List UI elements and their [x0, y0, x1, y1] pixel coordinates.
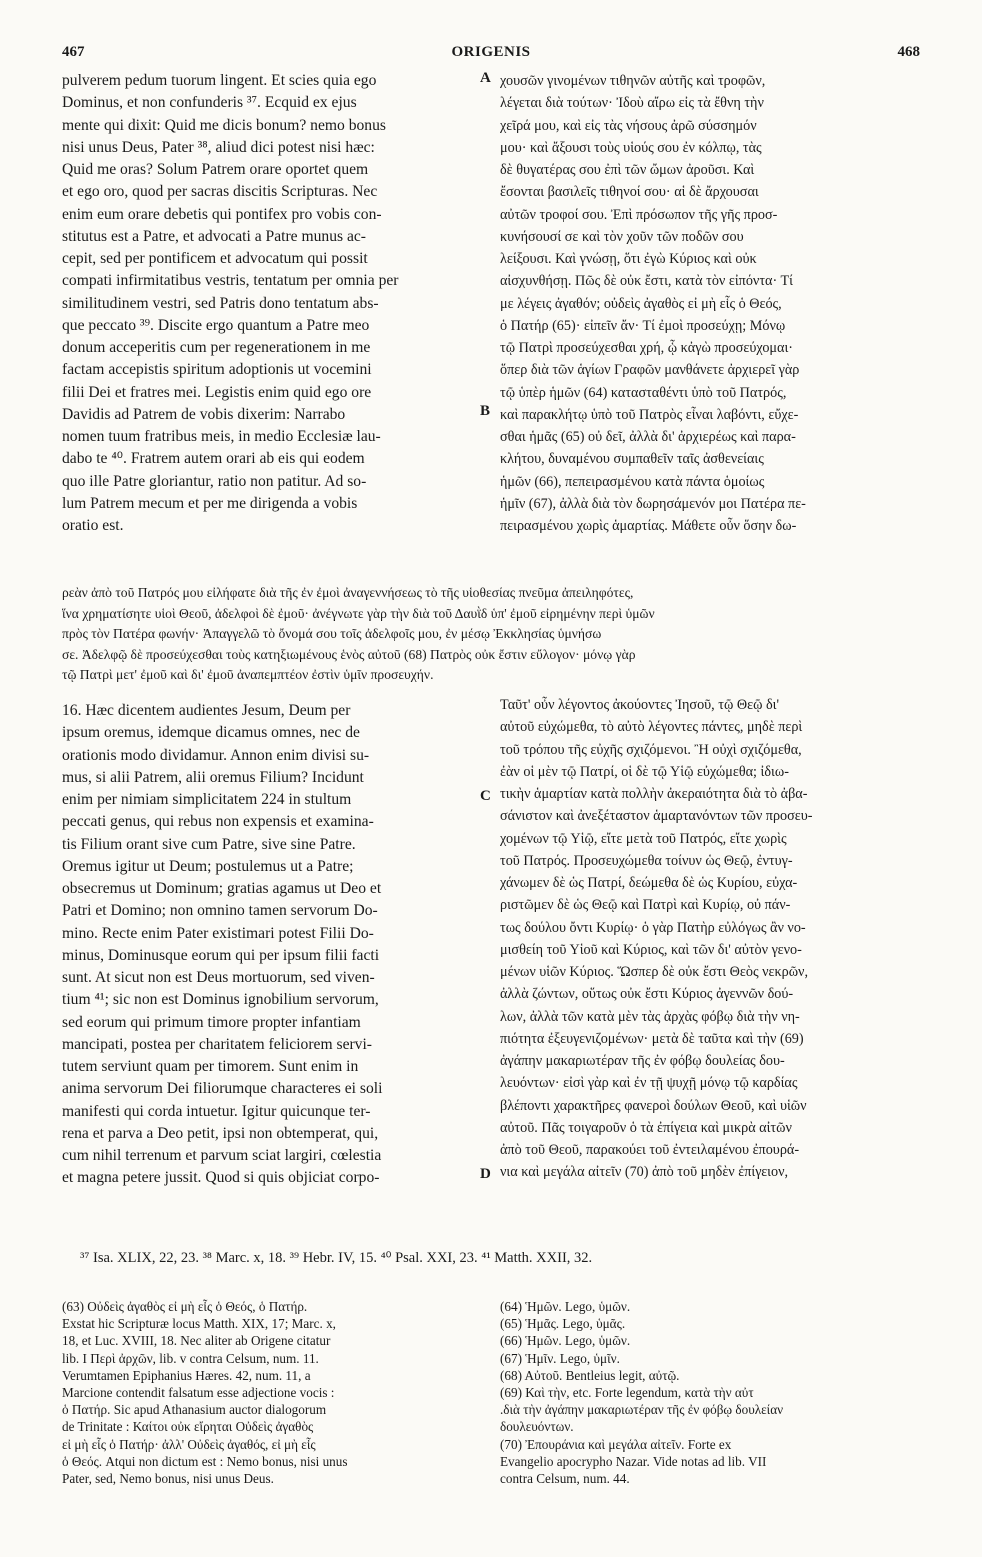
greek-top-line: ἔσονται βασιλεῖς τιθηνοί σου· αἱ δὲ ἄρχουσαι: [500, 184, 759, 201]
notes-left-line: (63) Οὐδεὶς ἀγαθὸς εἰ μὴ εἷς ὁ Θεός, ὁ Πατήρ.: [62, 1299, 308, 1314]
greek-bottom-line: ἀγάπην μακαριωτέραν τῆς ἐν φόβῳ δουλείας δου-: [500, 1053, 785, 1069]
latin-top-line: enim eum orare debetis qui pontifex pro vobis con-: [62, 205, 382, 223]
latin-bottom-line: tis Filium orant sive cum Patre, sive sine Patre.: [62, 835, 356, 853]
latin-top-line: cepit, sed per pontificem et advocatum qui possit: [62, 250, 368, 267]
latin-bottom-line: mino. Recte enim Pater existimari potest Filii Do-: [62, 924, 374, 942]
notes-right-line: Evangelio apocrypho Nazar. Vide notas ad lib. VII: [500, 1453, 767, 1469]
latin-top-line: oratio est.: [62, 517, 124, 534]
footnotes-right: [500, 1298, 920, 1487]
latin-top-line: Quid me oras? Solum Patrem orare oportet quem: [62, 161, 369, 178]
greek-bottom-line: αὐτοῦ. Πᾶς τοιγαροῦν ὁ τὰ ἐπίγεια καὶ μικρὰ αἰτῶν: [500, 1119, 792, 1136]
greek-top-line: τῷ ὑπὲρ ἡμῶν (64) κατασταθέντι ὑπὸ τοῦ Πατρός,: [500, 384, 787, 401]
greek-top-line: ὁ Πατήρ (65)· εἰπεῖν ἄν· Τί ἐμοὶ προσεύχῃ; Μόνῳ: [500, 317, 786, 334]
notes-left-line: Verumtamen Epiphanius Hæres. 42, num. 11, a: [62, 1367, 311, 1383]
latin-bottom-line: tium ⁴¹; sic non est Dominus ignobilium servorum,: [62, 991, 379, 1009]
notes-right-line: (64) Ἡμῶν. Lego, ὑμῶν.: [500, 1299, 631, 1314]
greek-top-line: αὐτῶν τροφοί σου. Ἐπὶ πρόσωπον τῆς γῆς προσ-: [500, 206, 778, 223]
greek-bottom-line: χομένων τῷ Υἱῷ, εἴτε μετὰ τοῦ Πατρός, εἴτε χωρὶς: [500, 830, 787, 847]
latin-top-line: mente qui dixit: Quid me dicis bonum? nemo bonus: [62, 116, 386, 134]
greek-bottom-line: τως δούλου ὄντι Κυρίῳ· ὁ γὰρ Πατὴρ εὐλόγως ἂν νο-: [500, 919, 806, 936]
full-greek-line: σε. Ἀδελφῷ δὲ προσεύχεσθαι τοὺς κατηξιωμένους ἑνὸς αὐτοῦ (68) Πατρὸς οὐκ ἔστιν εὔλογον· μόνῳ γὰρ: [62, 646, 636, 662]
notes-right-line: δουλευόντων.: [500, 1419, 574, 1435]
greek-top-line: αἰσχυνθήσῃ. Πῶς δὲ οὐκ ἔστι, κατὰ τὸν εἰπόντα· Τί: [500, 273, 793, 290]
latin-bottom-line: sunt. At sicut non est Deus mortuorum, sed viven-: [62, 969, 375, 986]
notes-left-line: Exstat hic Scripturæ locus Matth. XIX, 17; Marc. x,: [62, 1316, 336, 1332]
notes-left-line: ὁ Θεός. Atqui non dictum est : Nemo bonus, nisi unus: [62, 1453, 348, 1469]
latin-top-line: nomen tuum fratribus meis, in medio Ecclesiæ lau-: [62, 428, 381, 445]
latin-bottom-line: rena et parva a Deo petit, ipsi non obtemperat, qui,: [62, 1124, 379, 1142]
greek-top-line: σθαι ἡμᾶς (65) οὐ δεῖ, ἀλλὰ δι' ἀρχιερέως καὶ παρα-: [500, 429, 796, 445]
greek-bottom-line: μισθείη τοῦ Υἱοῦ καὶ Κύριος, καὶ τῶν δι' αὐτὸν γενο-: [500, 941, 802, 958]
greek-column-bottom: [500, 694, 920, 1184]
latin-top-line: que peccato ³⁹. Discite ergo quantum a Patre meo: [62, 316, 370, 334]
notes-left-line: 18, et Luc. XVIII, 18. Nec aliter ab Origene citatur: [62, 1333, 331, 1349]
latin-top-line: Dominus, et non confunderis ³⁷. Ecquid ex ejus: [62, 94, 357, 112]
latin-top-line: et ego oro, quod per sacras discitis Scripturas. Nec: [62, 183, 378, 201]
greek-full-width-passage: [62, 583, 920, 686]
latin-bottom-line: orationis modo dividamur. Annon enim divisi su-: [62, 746, 370, 764]
margin-marker-b: B: [480, 403, 491, 419]
greek-column-top: [500, 70, 920, 537]
notes-left-line: εἰ μὴ εἷς ὁ Πατήρ· ἀλλ' Οὐδεὶς ἀγαθός, εἰ μὴ εἷς: [62, 1436, 316, 1452]
left-page-number: 467: [62, 44, 85, 60]
notes-left-line: Marcione contendit falsatum esse adjectione vocis :: [62, 1385, 335, 1401]
greek-top-line: χεῖρά μου, καὶ εἰς τὰς νήσους ἀρῶ σύσσημόν: [500, 117, 757, 134]
full-greek-line: τῷ Πατρὶ μετ' ἐμοῦ καὶ δι' ἐμοῦ ἀναπεμπτέον ἐστὶν ὑμῖν προσευχήν.: [62, 667, 434, 683]
greek-top-line: τῷ Πατρὶ προσεύχεσθαι χρή, ᾧ κἀγὼ προσεύχομαι·: [500, 340, 794, 356]
greek-bottom-line: ριστῶμεν δὲ ὡς Θεῷ καὶ Πατρὶ καὶ Κυρίῳ, οὐ πάν-: [500, 897, 791, 914]
margin-marker-d: D: [480, 1166, 491, 1182]
latin-top-line: donum acceperitis cum per regenerationem in me: [62, 339, 371, 356]
greek-bottom-line: σάνιστον καὶ ἀνεξέταστον ἁμαρτανόντων τῶν προσευ-: [500, 808, 813, 825]
latin-bottom-line: mus, si alii Patrem, alii oremus Filium? Incidunt: [62, 768, 364, 786]
greek-bottom-line: τοῦ τρόπου τῆς εὐχῆς σχιζόμενοι. Ἢ οὐχὶ σχιζόμεθα,: [500, 741, 802, 758]
greek-bottom-line: βλέποντι χαρακτῆρες φανεροὶ δούλων Θεοῦ, καὶ υἱῶν: [500, 1097, 807, 1114]
right-page-number: 468: [897, 44, 920, 60]
latin-bottom-line: Oremus igitur ut Deum; postulemus ut a Patre;: [62, 857, 354, 875]
latin-bottom-line: anima servorum Dei filiorumque characteres ei soli: [62, 1080, 383, 1098]
notes-right-line: (66) Ἡμῶν. Lego, ὑμῶν.: [500, 1333, 631, 1349]
latin-bottom-line: peccati genus, qui rebus non expensis et examina-: [62, 813, 374, 831]
greek-bottom-line: Ταῦτ' οὖν λέγοντος ἀκούοντες Ἰησοῦ, τῷ Θεῷ δι': [500, 697, 780, 713]
greek-top-line: καὶ παρακλήτῳ ὑπὸ τοῦ Πατρὸς εἶναι λαβόντι, εὔχε-: [500, 406, 799, 423]
notes-left-line: Pater, sed, Nemo bonus, nisi unus Deus.: [62, 1471, 274, 1487]
latin-bottom-line: 16. Hæc dicentem audientes Jesum, Deum per: [62, 702, 351, 719]
greek-bottom-line: ἀλλὰ ζώντων, οὕτως οὐκ ἔστι Κύριος ἀγεννῶν δού-: [500, 986, 794, 1003]
latin-bottom-line: minus, Dominusque eorum qui per ipsum filii facti: [62, 946, 380, 964]
greek-bottom-line: λευόντων· εἰσὶ γὰρ καὶ ἐν τῇ ψυχῇ μόνῳ τῷ καρδίας: [500, 1075, 798, 1092]
greek-top-line: λέγεται διὰ τούτων· Ἰδοὺ αἴρω εἰς τὰ ἔθνη τὴν: [500, 95, 764, 112]
notes-left-line: ὁ Πατήρ. Sic apud Athanasium auctor dialogorum: [62, 1402, 327, 1418]
notes-left-line: de Trinitate : Καίτοι οὐκ εἴρηται Οὐδεὶς ἀγαθὸς: [62, 1419, 314, 1435]
latin-bottom-line: cum nihil terrenum et parvum sciat largiri, cœlestia: [62, 1147, 382, 1164]
latin-bottom-line: manifesti qui corda intuetur. Igitur quicunque ter-: [62, 1102, 371, 1120]
latin-top-line: pulverem pedum tuorum lingent. Et scies quia ego: [62, 72, 377, 89]
latin-top-line: compati infirmitatibus vestris, tentatum per omnia per: [62, 272, 399, 290]
latin-top-line: nisi unus Deus, Pater ³⁸, aliud dici potest nisi hæc:: [62, 138, 375, 156]
notes-right-line: .διὰ τὴν ἀγάπην μακαριωτέραν τῆς ἐν φόβῳ δουλείαν: [500, 1402, 784, 1418]
latin-top-line: lum Patrem mecum et per me dirigenda a vobis: [62, 494, 358, 512]
scripture-references: ³⁷ Isa. XLIX, 22, 23. ³⁸ Marc. x, 18. ³⁹ Hebr. IV, 15. ⁴⁰ Psal. XXI, 23. ⁴¹ Matth. XXII, 32.: [80, 1250, 593, 1266]
running-title: ORIGENIS: [451, 44, 531, 60]
latin-bottom-line: ipsum oremus, idemque dicamus omnes, nec de: [62, 724, 360, 742]
latin-bottom-line: sed eorum qui primum timore propter infantiam: [62, 1013, 361, 1031]
greek-top-line: ἡμῖν (67), ἀλλὰ διὰ τὸν δωρησάμενόν μοι Πατέρα πε-: [500, 495, 806, 512]
latin-column-top: [62, 70, 475, 537]
notes-right-line: contra Celsum, num. 44.: [500, 1471, 630, 1487]
latin-bottom-line: enim per nimiam simplicitatem 224 in stultum: [62, 791, 352, 808]
full-greek-line: ἵνα χρηματίσητε υἱοὶ Θεοῦ, ἀδελφοὶ δὲ ἐμοῦ· ἀνέγνωτε γὰρ τὴν διὰ τοῦ Δαυῒδ ὑπ' ἐμοῦ εἰρημένην περὶ ὑμῶν: [62, 605, 655, 621]
notes-right-line: (68) Αὐτοῦ. Bentleius legit, αὐτῷ.: [500, 1367, 680, 1383]
greek-bottom-line: τοῦ Πατρός. Προσευχώμεθα τοίνυν ὡς Θεῷ, ἐντυγ-: [500, 852, 793, 869]
greek-top-line: δὲ θυγατέρας σου ἐπὶ τῶν ὤμων ἀροῦσι. Καὶ: [500, 162, 755, 178]
greek-bottom-line: χάνωμεν δὲ ὡς Πατρί, δεώμεθα δὲ ὡς Κυρίου, εὐχα-: [500, 875, 798, 891]
latin-top-line: similitudinem vestri, sed Patris dono tentatum abs-: [62, 294, 379, 312]
greek-bottom-line: πιότητα ἐξευγενιζομένων· μετὰ δὲ ταῦτα καὶ τὴν (69): [500, 1030, 804, 1047]
latin-top-line: stitutus est a Patre, et advocati a Patre munus ac-: [62, 227, 366, 245]
greek-top-line: πειρασμένου χωρὶς ἁμαρτίας. Μάθετε οὖν ὅσην δω-: [500, 518, 797, 534]
margin-marker-c: C: [480, 788, 491, 804]
latin-bottom-line: Patri et Domino; non omnino tamen servorum Do-: [62, 902, 378, 920]
latin-bottom-line: mancipati, postea per charitatem feliciorem servi-: [62, 1035, 373, 1053]
greek-top-line: κλήτου, δυναμένου συμπαθεῖν ταῖς ἀσθενείαις: [500, 451, 764, 468]
notes-right-line: (69) Καὶ τὴν, etc. Forte legendum, κατὰ τὴν αὐτ: [500, 1385, 754, 1401]
greek-top-line: κυνήσουσί σε καὶ τὸν χοῦν τῶν ποδῶν σου: [500, 228, 744, 245]
greek-top-line: χουσῶν γινομένων τιθηνῶν αὐτῆς καὶ τροφῶν,: [500, 73, 766, 89]
notes-left-line: lib. I Περὶ ἀρχῶν, lib. v contra Celsum, num. 11.: [62, 1350, 319, 1366]
latin-column-bottom: [62, 700, 475, 1190]
greek-bottom-line: αὐτοῦ εὐχώμεθα, τὸ αὐτὸ λέγοντες πάντες, μηδὲ περὶ: [500, 719, 803, 736]
greek-bottom-line: ἐὰν οἱ μὲν τῷ Πατρί, οἱ δὲ τῷ Υἱῷ εὐχώμεθα; ἰδιω-: [500, 763, 789, 780]
latin-top-line: factam accepistis spiritum adoptionis ut vocemini: [62, 361, 372, 379]
greek-bottom-line: νια καὶ μεγάλα αἰτεῖν (70) ἀπὸ τοῦ μηδὲν ἐπίγειον,: [500, 1164, 789, 1181]
full-greek-line: πρὸς τὸν Πατέρα φωνήν· Ἀπαγγελῶ τὸ ὄνομά σου τοῖς ἀδελφοῖς μου, ἐν μέσῳ Ἐκκλησίας ὑμνήσω: [62, 626, 602, 642]
greek-bottom-line: τικὴν ἁμαρτίαν κατὰ πολλὴν ἀκεραιότητα διὰ τὸ ἀβα-: [500, 786, 808, 802]
greek-top-line: ὅπερ διὰ τῶν ἁγίων Γραφῶν μανθάνετε ἀρχιερεῖ γὰρ: [500, 362, 800, 379]
latin-top-line: dabo te ⁴⁰. Fratrem autem orari ab eis qui eodem: [62, 450, 365, 468]
notes-right-line: (70) Ἐπουράνια καὶ μεγάλα αἰτεῖν. Forte ex: [500, 1436, 732, 1452]
greek-top-line: ἡμῶν (66), πεπειρασμένου κατὰ πάντα ὁμοίως: [500, 473, 765, 490]
margin-marker-a: A: [480, 70, 491, 86]
latin-top-line: Davidis ad Patrem de vobis dixerim: Narrabo: [62, 405, 346, 423]
latin-bottom-line: obsecremus ut Dominum; gratias agamus ut Deo et: [62, 880, 382, 897]
full-greek-line: ρεὰν ἀπὸ τοῦ Πατρός μου εἰλήφατε διὰ τῆς ἐν ἐμοὶ ἀναγεννήσεως τὸ τῆς υἱοθεσίας πνεῦμα ἀπειληφότες,: [62, 585, 634, 600]
greek-bottom-line: λων, ἀλλὰ τῶν κατὰ μὲν τὰς ἀρχὰς φόβῳ διὰ τὴν νη-: [500, 1008, 800, 1025]
greek-bottom-line: μένων υἱῶν Κύριος. Ὥσπερ δὲ οὐκ ἔστι Θεὸς νεκρῶν,: [500, 964, 809, 980]
latin-bottom-line: et magna petere jussit. Quod si quis objiciat corpo-: [62, 1169, 380, 1187]
notes-right-line: (65) Ἡμᾶς. Lego, ὑμᾶς.: [500, 1316, 626, 1332]
greek-top-line: με λέγεις ἀγαθόν; οὐδεὶς ἀγαθὸς εἰ μὴ εἷς ὁ Θεός,: [500, 295, 782, 312]
notes-right-line: (67) Ἡμῖν. Lego, ὑμῖν.: [500, 1350, 620, 1366]
greek-top-line: λείξουσι. Καὶ γνώσῃ, ὅτι ἐγὼ Κύριος καὶ οὐκ: [500, 251, 757, 267]
greek-top-line: μου· καὶ ἄξουσι τοὺς υἱούς σου ἐν κόλπῳ, τὰς: [500, 139, 762, 156]
footnotes-left: [62, 1298, 482, 1487]
latin-bottom-line: tutem serviunt quam per timorem. Sunt enim in: [62, 1058, 359, 1075]
latin-top-line: filii Dei et fratres mei. Legistis enim quid ego ore: [62, 383, 372, 401]
greek-bottom-line: ἀπὸ τοῦ Θεοῦ, παρακούει τοῦ ἐντειλαμένου ἐπουρά-: [500, 1142, 800, 1158]
latin-top-line: quo ille Patre gloriantur, ratio non patitur. Ad so-: [62, 472, 367, 490]
